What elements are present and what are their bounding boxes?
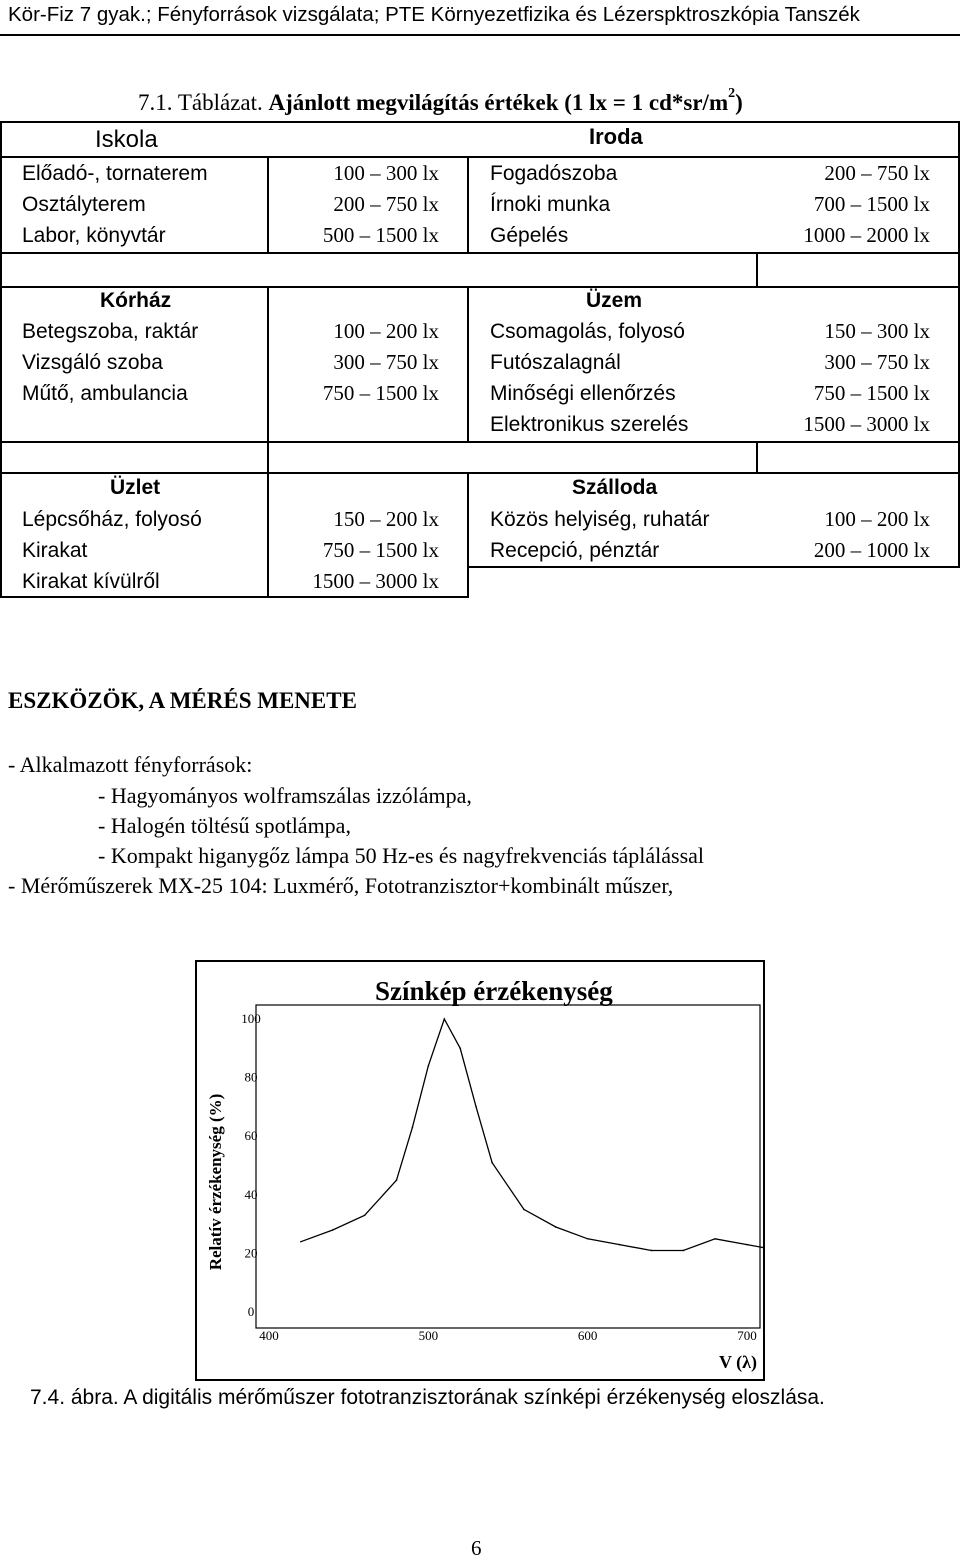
plot-area	[256, 1005, 760, 1328]
room-name: Recepció, pénztár	[490, 539, 660, 562]
table-caption-title-text: Ajánlott megvilágítás értékek (1 lx = 1 cd*sr/m	[268, 90, 729, 115]
room-name: Elektronikus szerelés	[490, 413, 689, 436]
list-item: - Kompakt higanygőz lámpa 50 Hz-es és nagyfrekvenciás táplálással	[98, 843, 705, 868]
room-name: Kirakat kívülről	[22, 570, 160, 593]
group-title-iskola: Iskola	[95, 126, 158, 153]
room-name: Vizsgáló szoba	[22, 351, 163, 374]
lux-value: 200 – 750 lx	[333, 192, 439, 216]
data-point	[396, 1179, 398, 1181]
room-name: Lépcsőház, folyosó	[22, 508, 202, 531]
lux-value: 700 – 1500 lx	[813, 192, 930, 216]
y-tick-label: 0	[247, 1304, 255, 1319]
group-title-iroda: Iroda	[589, 124, 643, 149]
lux-value: 300 – 750 lx	[824, 350, 930, 374]
data-point	[651, 1250, 653, 1252]
room-name: Kirakat	[22, 539, 88, 562]
y-axis-label: Relatív érzékenység (%)	[206, 1093, 225, 1271]
sensitivity-chart	[195, 960, 765, 1381]
data-point	[682, 1250, 684, 1252]
chart-canvas	[197, 962, 763, 1379]
data-point	[300, 1241, 302, 1243]
lux-value: 200 – 750 lx	[824, 161, 930, 185]
data-point	[491, 1162, 493, 1164]
data-point	[459, 1048, 461, 1050]
data-point	[475, 1106, 477, 1108]
lux-value: 100 – 300 lx	[333, 161, 439, 185]
table-caption-title	[268, 86, 743, 115]
group-title-korhaz: Kórház	[100, 289, 172, 312]
lux-value: 1000 – 2000 lx	[803, 223, 930, 247]
x-tick-label: 700	[737, 1328, 757, 1343]
lux-value: 150 – 200 lx	[333, 507, 439, 531]
room-name: Gépelés	[490, 224, 569, 247]
lux-value: 200 – 1000 lx	[813, 538, 930, 562]
data-point	[332, 1229, 334, 1231]
data-point	[364, 1215, 366, 1217]
data-point	[714, 1238, 716, 1240]
data-point	[523, 1209, 525, 1211]
y-tick-label: 60	[244, 1128, 258, 1144]
data-point	[428, 1065, 430, 1067]
lux-value: 150 – 300 lx	[824, 319, 930, 343]
group-title-uzlet: Üzlet	[110, 476, 161, 499]
table-caption-prefix: 7.1. Táblázat.	[138, 90, 269, 115]
x-tick-label: 600	[577, 1328, 598, 1343]
y-tick-label: 20	[244, 1245, 258, 1261]
room-name: Futószalagnál	[490, 351, 621, 374]
room-name: Írnoki munka	[490, 193, 611, 216]
x-axis-label: V (λ)	[719, 1352, 758, 1372]
section-heading: ESZKÖZÖK, A MÉRÉS MENETE	[8, 688, 357, 713]
page-header: Kör-Fiz 7 gyak.; Fényforrások vizsgálata; PTE Környezetfizika és Lézerspktroszkópia Tanszék	[0, 0, 960, 36]
series-line	[301, 1019, 763, 1251]
list-item: - Alkalmazott fényforrások:	[8, 752, 253, 777]
lux-value: 750 – 1500 lx	[322, 381, 439, 405]
table-caption	[138, 86, 743, 116]
y-tick-label: 40	[244, 1186, 258, 1202]
group-title-szalloda: Szálloda	[572, 476, 658, 499]
table-caption-suffix: )	[735, 90, 743, 115]
illumination-table	[0, 121, 960, 598]
data-point	[619, 1244, 621, 1246]
data-point	[443, 1018, 445, 1020]
room-name: Osztályterem	[22, 193, 146, 216]
room-name: Betegszoba, raktár	[22, 320, 199, 343]
figure-caption: 7.4. ábra. A digitális mérőműszer fototranzisztorának színképi érzékenység eloszlása.	[30, 1386, 825, 1409]
room-name: Fogadószoba	[490, 162, 618, 185]
list-item: - Hagyományos wolframszálas izzólámpa,	[98, 783, 472, 808]
lux-value: 100 – 200 lx	[333, 319, 439, 343]
lux-value: 300 – 750 lx	[333, 350, 439, 374]
list-item: - Mérőműszerek MX-25 104: Luxmérő, Fototranzisztor+kombinált műszer,	[8, 873, 674, 898]
y-tick-label: 100	[241, 1011, 261, 1026]
lux-value: 1500 – 3000 lx	[312, 569, 439, 593]
lux-value: 100 – 200 lx	[824, 507, 930, 531]
room-name: Előadó-, tornaterem	[22, 162, 208, 185]
page-number: 6	[471, 1536, 482, 1560]
data-point	[412, 1127, 414, 1129]
data-point	[555, 1226, 557, 1228]
room-name: Műtő, ambulancia	[22, 382, 188, 405]
lux-value: 750 – 1500 lx	[813, 381, 930, 405]
lux-value: 1500 – 3000 lx	[803, 412, 930, 436]
x-tick-label: 500	[418, 1328, 439, 1343]
chart-title: Színkép érzékenység	[375, 976, 613, 1006]
group-title-uzem: Üzem	[586, 289, 643, 312]
table-caption-sup: 2	[728, 86, 736, 101]
room-name: Közös helyiség, ruhatár	[490, 508, 710, 531]
room-name: Labor, könyvtár	[22, 224, 166, 247]
room-name: Minőségi ellenőrzés	[490, 382, 676, 405]
list-item: - Halogén töltésű spotlámpa,	[98, 813, 351, 838]
data-point	[587, 1238, 589, 1240]
x-tick-label: 400	[259, 1328, 279, 1343]
room-name: Csomagolás, folyosó	[490, 320, 685, 343]
lux-value: 750 – 1500 lx	[322, 538, 439, 562]
data-point	[746, 1244, 748, 1246]
lux-value: 500 – 1500 lx	[322, 223, 439, 247]
y-tick-label: 80	[244, 1069, 258, 1085]
